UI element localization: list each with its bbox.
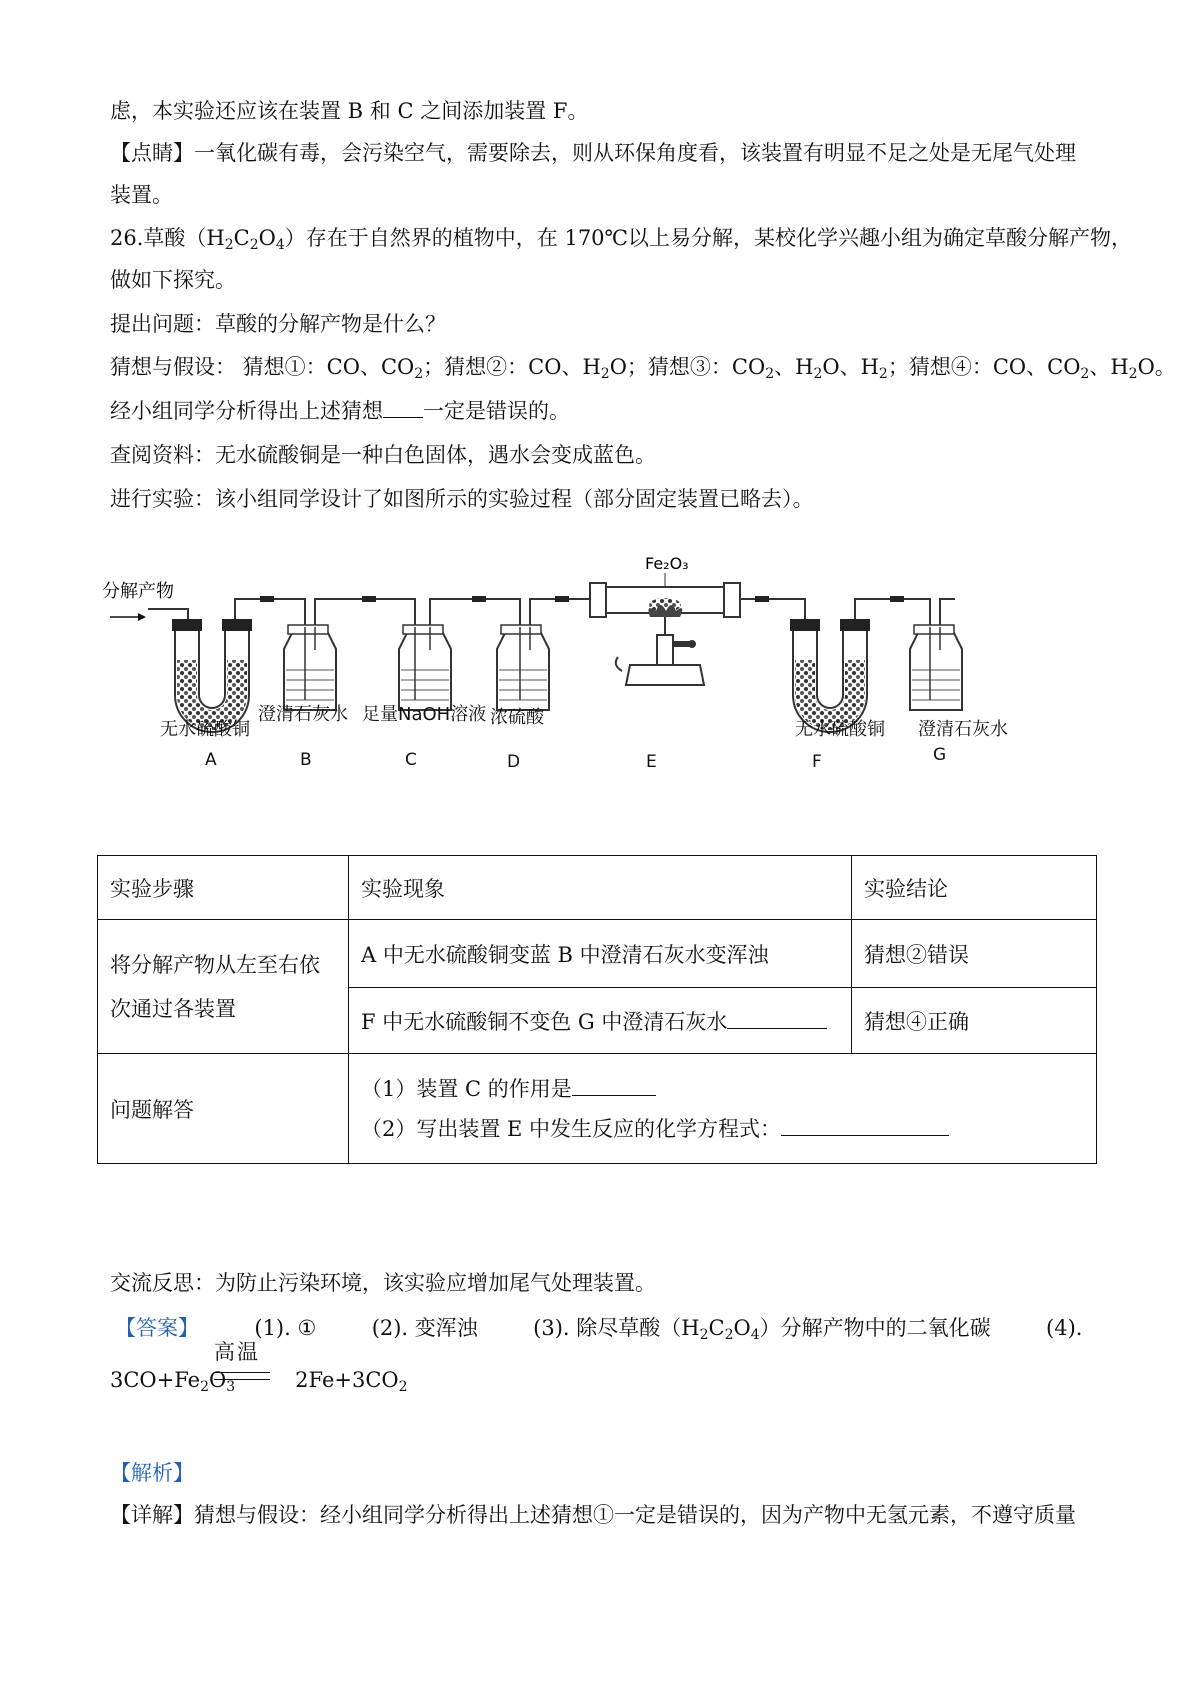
answer-blank[interactable] [383,397,423,418]
hyp-sub: 2 [1128,366,1138,382]
text-line-2 [110,138,1076,168]
label-a-reagent: 无水硫酸铜 [160,719,250,740]
answer-blank[interactable] [781,1115,949,1136]
question-answer-label: 问题解答 [98,1054,349,1164]
bottle-g [910,625,962,710]
step-cell [98,920,349,1054]
hyp-a: 猜想与假设： 猜想①：CO、CO [110,355,415,379]
eq-left-a: 3CO+Fe [110,1368,201,1392]
line-8-b: 一定是错误的。 [423,399,570,423]
experiment-table [97,855,1097,1164]
connection-tubes [148,599,955,627]
letter-c: C [405,750,417,770]
bottle-c [399,625,451,710]
hyp-f: ；猜想④：CO、CO [887,355,1081,379]
header-observation: 实验现象 [349,856,852,920]
hypothesis-line [110,352,1176,389]
question-2-text: （2）写出装置 E 中发生反应的化学方程式： [361,1116,782,1141]
header-step: 实验步骤 [98,856,349,920]
line-10-text: 进行实验：该小组同学设计了如图所示的实验过程（部分固定装置已略去）。 [110,487,814,511]
line-8-a: 经小组同学分析得出上述猜想 [110,399,383,423]
text-line-9 [110,440,656,470]
answer-3-sub: 4 [750,1327,760,1343]
answer-3-c: O [733,1316,751,1340]
question-cell [349,1054,1097,1164]
u-tube-f [790,619,870,732]
step-line-2: 次通过各装置 [110,996,236,1021]
letter-b: B [300,750,312,770]
analysis-line [110,1458,194,1488]
label-b-reagent: 澄清石灰水 [258,704,348,725]
header-conclusion: 实验结论 [852,856,1097,920]
eq-sub: 2 [200,1379,210,1395]
hyp-d: 、H [774,355,814,379]
answer-3-d: ）分解产物中的二氧化碳 [759,1316,991,1340]
q26-part-a: 26.草酸（H [110,226,225,250]
text-line-5 [110,265,236,295]
label-d-reagent: 浓硫酸 [490,707,544,728]
line-2-text: 一氧化碳有毒，会污染空气，需要除去，则从环保角度看，该装置有明显不足之处是无尾气处理 [194,141,1076,165]
hyp-sub: 2 [878,366,888,382]
line-3-text: 装置。 [110,183,173,207]
q26-part-b: C [233,226,250,250]
answer-4: (4). [1046,1316,1083,1340]
hyp-sub: 2 [414,366,424,382]
text-line-1 [110,96,588,126]
analysis-tag: 【解析】 [110,1461,194,1485]
observation-1: A 中无水硫酸铜变蓝 B 中澄清石灰水变浑浊 [349,920,852,988]
q26-sub: 4 [275,237,285,253]
question-1 [361,1069,1084,1109]
u-tube-a [172,619,252,732]
q26-sub: 2 [249,237,259,253]
letter-f: F [812,752,822,772]
label-g-reagent: 澄清石灰水 [918,719,1008,740]
question-2 [361,1109,1084,1149]
table-row [98,1054,1097,1164]
text-line-8 [110,396,570,426]
answer-tag: 【答案】 [115,1316,199,1340]
hyp-c: O；猜想③：CO [609,355,766,379]
text-line-6 [110,309,446,339]
apparatus-diagram [100,554,1110,835]
label-f-reagent: 无水硫酸铜 [795,719,885,740]
eq-double-line [214,1372,270,1380]
conclusion-1: 猜想②错误 [852,920,1097,988]
observation-2: F 中无水硫酸铜不变色 G 中澄清石灰水 [361,1009,728,1034]
bottle-b [284,625,336,710]
answer-3-a: (3). 除尽草酸（H [533,1316,700,1340]
hyp-b: ；猜想②：CO、H [423,355,601,379]
reagent-labels [160,704,1008,740]
text-line-10 [110,484,814,514]
answer-line [115,1313,1082,1350]
hyp-sub: 2 [1080,366,1090,382]
answer-blank[interactable] [727,1008,827,1029]
eq-sub: 3 [226,1379,236,1395]
question-1-text: （1）装置 C 的作用是 [361,1076,572,1101]
inlet-arrowhead [138,613,146,621]
bottle-d [497,625,549,710]
text-line-3 [110,180,173,210]
letter-g: G [933,745,947,765]
hyp-e: O、H [822,355,879,379]
step-line-1: 将分解产物从左至右依 [110,952,320,977]
inlet-label: 分解产物 [102,581,174,602]
answer-3-sub: 2 [724,1327,734,1343]
line-5-text: 做如下探究。 [110,268,236,292]
chemical-equation [110,1340,408,1395]
answer-3-b: C [708,1316,725,1340]
reflection-line [110,1268,656,1298]
q26-sub: 2 [224,237,234,253]
q26-part-c: O [258,226,276,250]
hyp-sub: 2 [600,366,610,382]
hyp-sub: 2 [813,366,823,382]
table-row [98,920,1097,988]
answer-1: (1). ① [254,1316,317,1340]
combustion-tube-e [590,554,740,685]
conclusion-2: 猜想④正确 [852,988,1097,1054]
detail-text: 猜想与假设：经小组同学分析得出上述猜想①一定是错误的，因为产物中无氢元素，不遵守质量 [194,1503,1076,1527]
label-c-reagent: 足量NaOH溶液 [362,704,487,725]
letter-e: E [646,752,657,772]
line-6-text: 提出问题：草酸的分解产物是什么？ [110,312,446,336]
observation-2-cell [349,988,852,1054]
line-1-text: 虑，本实验还应该在装置 B 和 C 之间添加装置 F。 [110,99,589,123]
hyp-g: 、H [1089,355,1129,379]
answer-3-sub: 2 [699,1327,709,1343]
eq-condition: 高温 [214,1340,260,1364]
answer-2: (2). 变浑浊 [371,1316,478,1340]
letter-a: A [205,750,217,770]
hyp-h: O。 [1137,355,1176,379]
letter-d: D [507,752,521,772]
eq-sub: 2 [398,1379,408,1395]
eq-right: 2Fe+3CO [295,1368,399,1392]
question-26-intro [110,223,1132,260]
hyp-sub: 2 [765,366,775,382]
detail-line [110,1500,1076,1530]
table-header-row [98,856,1097,920]
eq-left-b: O [209,1368,227,1392]
q26-part-d: ）存在于自然界的植物中，在 170℃以上易分解，某校化学兴趣小组为确定草酸分解产物， [284,226,1133,250]
fe2o3-label: Fe₂O₃ [645,554,689,573]
reflection-text: 交流反思：为防止污染环境，该实验应增加尾气处理装置。 [110,1271,656,1295]
answer-blank[interactable] [572,1075,656,1096]
line-9-text: 查阅资料：无水硫酸铜是一种白色固体，遇水会变成蓝色。 [110,443,656,467]
detail-tag: 【详解】 [110,1503,194,1527]
apparatus-letters [205,745,946,772]
dianjing-tag: 【点睛】 [110,141,194,165]
